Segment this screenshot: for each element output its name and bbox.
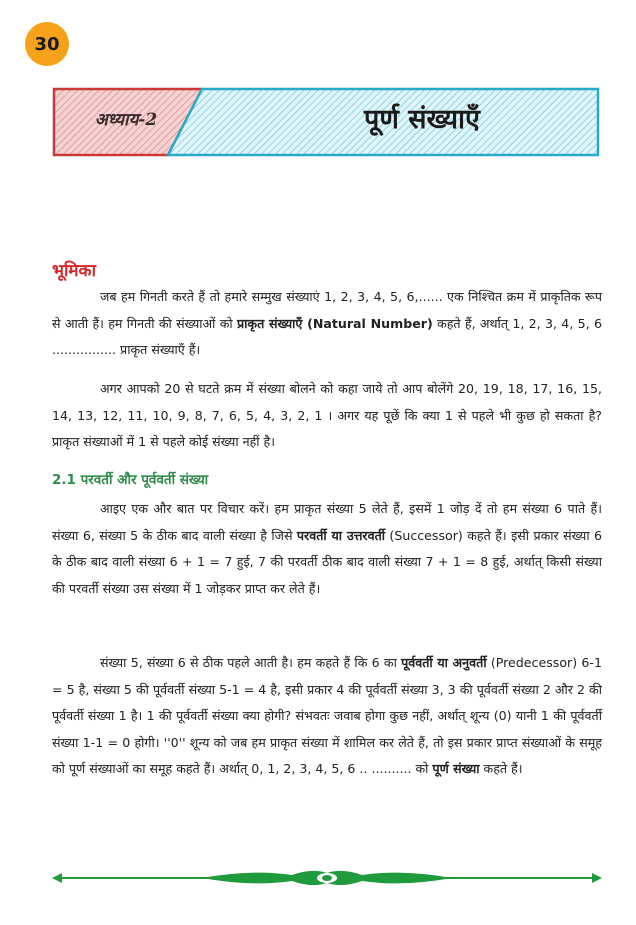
chapter-title: पूर्ण संख्याएँ <box>364 104 480 135</box>
paragraph-predecessor: संख्या 5, संख्या 6 से ठीक पहले आती है। हम कहते हैं कि 6 का पूर्ववर्ती या अनुवर्ती (Predecessor) 6-1 = 5 है, संख्या 5 की पूर्ववर्ती संख्या 5-1 = 4 है, इसी प्रकार 4 की पूर्ववर्ती संख्या 3, 3 की पूर्ववर्ती संख्या 2 और 2 की पूर्ववर्ती संख्या 1 है। 1 की पूर्ववर्ती संख्या क्या होगी? संभवतः जवाब होगा कुछ नहीं, अर्थात् शून्य (0) यानी 1 की पूर्ववर्ती संख्या 1-1 = 0 होगी। ''0'' शून्य को जब हम प्राकृत संख्या में शामिल कर लेते हैं, तो इस प्रकार प्राप्त संख्याओं के समूह को पूर्ण संख्याओं का समूह कहते हैं। अर्थात् 0, 1, 2, 3, 4, 5, 6 .. .......... को पूर्ण संख्या कहते हैं। <box>52 655 602 776</box>
page-number: 30 <box>34 33 60 55</box>
page-number-badge <box>25 22 69 66</box>
section-heading: भूमिका <box>52 261 96 281</box>
chapter-banner <box>52 87 600 157</box>
decorative-divider <box>52 865 602 891</box>
chapter-label: अध्याय-2 <box>94 110 158 130</box>
paragraph-natural-numbers: जब हम गिनती करते हैं तो हमारे सम्मुख संख्याएं 1, 2, 3, 4, 5, 6,...... एक निश्चित क्रम में प्राकृतिक रूप से आती हैं। हम गिनती की संख्याओं को प्राकृत संख्याएँ (Natural Number) कहते हैं, अर्थात् 1, 2, 3, 4, 5, 6 ................ प्राकृत संख्याएँ हैं। <box>52 289 602 357</box>
paragraph-counting-down: अगर आपको 20 से घटते क्रम में संख्या बोलने को कहा जाये तो आप बोलेंगे 20, 19, 18, 17, 16, 15, 14, 13, 12, 11, 10, 9, 8, 7, 6, 5, 4, 3, 2, 1 । अगर यह पूछें कि क्या 1 से पहले भी कुछ हो सकता है? प्राकृत संख्याओं में 1 से पहले कोई संख्या नहीं है। <box>52 381 602 449</box>
subsection-heading: 2.1 परवर्ती और पूर्ववर्ती संख्या <box>52 472 209 488</box>
paragraph-successor: आइए एक और बात पर विचार करें। हम प्राकृत संख्या 5 लेते हैं, इसमें 1 जोड़ दें तो हम संख्या 6 पाते हैं। संख्या 6, संख्या 5 के ठीक बाद वाली संख्या है जिसे परवर्ती या उत्तरवर्ती (Successor) कहते हैं। इसी प्रकार संख्या 6 के ठीक बाद वाली संख्या 6 + 1 = 7 हुई, 7 की परवर्ती ठीक बाद वाली संख्या 7 + 1 = 8 हुई, अर्थात् किसी संख्या की परवर्ती संख्या उस संख्या में 1 जोड़कर प्राप्त कर लेते हैं। <box>52 501 603 596</box>
